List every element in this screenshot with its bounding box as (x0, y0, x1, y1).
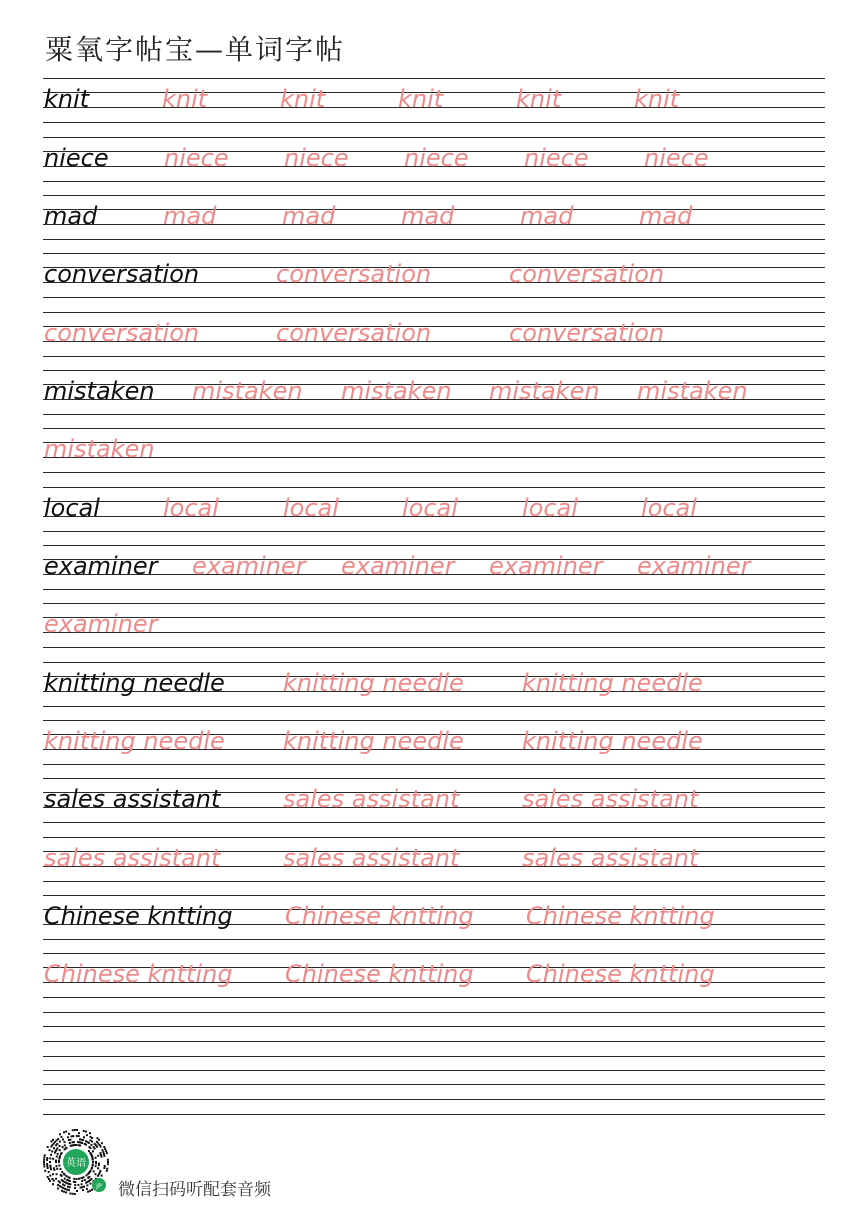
trace-word: knitting needle (44, 727, 225, 755)
trace-word: Chinese kntting (44, 960, 233, 988)
trace-word: Chinese kntting (526, 960, 715, 988)
model-word: knit (44, 85, 90, 113)
guide-line (43, 822, 825, 823)
trace-word: mad (639, 202, 693, 230)
trace-word: mad (282, 202, 336, 230)
guide-line (43, 297, 825, 298)
model-word: niece (44, 144, 109, 172)
model-word: mistaken (44, 377, 155, 405)
guide-line (43, 617, 825, 618)
model-word: local (44, 494, 100, 522)
guide-line (43, 487, 825, 488)
guide-line (43, 356, 825, 357)
model-word: examiner (44, 552, 158, 580)
guide-line (43, 1026, 825, 1027)
guide-line (43, 457, 825, 458)
trace-word: knitting needle (522, 669, 703, 697)
guide-line (43, 442, 825, 443)
trace-word: niece (404, 144, 469, 172)
trace-word: knit (398, 85, 444, 113)
trace-word: knit (280, 85, 326, 113)
trace-word: knitting needle (522, 727, 703, 755)
trace-word: mistaken (489, 377, 600, 405)
guide-line (43, 603, 825, 604)
guide-line (43, 881, 825, 882)
trace-word: local (402, 494, 458, 522)
guide-line (43, 78, 825, 79)
trace-word: niece (524, 144, 589, 172)
trace-word: sales assistant (44, 844, 221, 872)
guide-line (43, 414, 825, 415)
guide-line (43, 428, 825, 429)
guide-line (43, 312, 825, 313)
trace-word: mad (401, 202, 455, 230)
guide-line (43, 253, 825, 254)
guide-line (43, 778, 825, 779)
trace-word: mistaken (637, 377, 748, 405)
guide-line (43, 939, 825, 940)
trace-word: niece (644, 144, 709, 172)
guide-line (43, 1099, 825, 1100)
trace-word: conversation (44, 319, 200, 347)
guide-line (43, 632, 825, 633)
trace-word: sales assistant (283, 785, 460, 813)
model-word: conversation (44, 260, 200, 288)
guide-line (43, 895, 825, 896)
trace-word: local (641, 494, 697, 522)
guide-line (43, 997, 825, 998)
trace-word: knitting needle (283, 727, 464, 755)
trace-word: Chinese kntting (526, 902, 715, 930)
qr-code-icon[interactable] (42, 1128, 110, 1196)
guide-line (43, 1114, 825, 1115)
guide-line (43, 370, 825, 371)
guide-line (43, 720, 825, 721)
trace-word: niece (284, 144, 349, 172)
trace-word: sales assistant (522, 844, 699, 872)
model-word: knitting needle (44, 669, 225, 697)
guide-line (43, 764, 825, 765)
trace-word: knit (634, 85, 680, 113)
trace-word: mad (163, 202, 217, 230)
trace-word: examiner (489, 552, 603, 580)
model-word: sales assistant (44, 785, 221, 813)
trace-word: local (283, 494, 339, 522)
trace-word: niece (164, 144, 229, 172)
trace-word: mistaken (341, 377, 452, 405)
trace-word: local (163, 494, 219, 522)
guide-line (43, 122, 825, 123)
guide-line (43, 239, 825, 240)
guide-line (43, 1070, 825, 1071)
trace-word: sales assistant (522, 785, 699, 813)
guide-line (43, 662, 825, 663)
trace-word: conversation (276, 319, 432, 347)
model-word: Chinese kntting (44, 902, 233, 930)
title: 粟氧字帖宝—单词字帖 (45, 33, 346, 66)
trace-word: mistaken (44, 435, 155, 463)
trace-word: knit (516, 85, 562, 113)
trace-word: conversation (276, 260, 432, 288)
trace-word: Chinese kntting (285, 960, 474, 988)
trace-word: examiner (192, 552, 306, 580)
guide-line (43, 589, 825, 590)
guide-line (43, 953, 825, 954)
guide-line (43, 647, 825, 648)
guide-line (43, 1056, 825, 1057)
guide-line (43, 195, 825, 196)
guide-line (43, 1084, 825, 1085)
guide-line (43, 531, 825, 532)
trace-word: examiner (637, 552, 751, 580)
guide-line (43, 545, 825, 546)
trace-word: local (522, 494, 578, 522)
trace-word: conversation (509, 260, 665, 288)
trace-word: mistaken (192, 377, 303, 405)
trace-word: Chinese kntting (285, 902, 474, 930)
guide-line (43, 472, 825, 473)
trace-word: examiner (44, 610, 158, 638)
footer-label: 微信扫码听配套音频 (118, 1180, 271, 1200)
guide-line (43, 137, 825, 138)
model-word: mad (44, 202, 98, 230)
guide-line (43, 837, 825, 838)
guide-line (43, 181, 825, 182)
corner-mark-text: JP (96, 1183, 102, 1190)
trace-word: knit (162, 85, 208, 113)
guide-line (43, 1041, 825, 1042)
trace-word: conversation (509, 319, 665, 347)
trace-word: sales assistant (283, 844, 460, 872)
trace-word: mad (520, 202, 574, 230)
badge-text: 英语 (66, 1158, 86, 1169)
guide-line (43, 706, 825, 707)
trace-word: knitting needle (283, 669, 464, 697)
trace-word: examiner (341, 552, 455, 580)
guide-line (43, 1012, 825, 1013)
